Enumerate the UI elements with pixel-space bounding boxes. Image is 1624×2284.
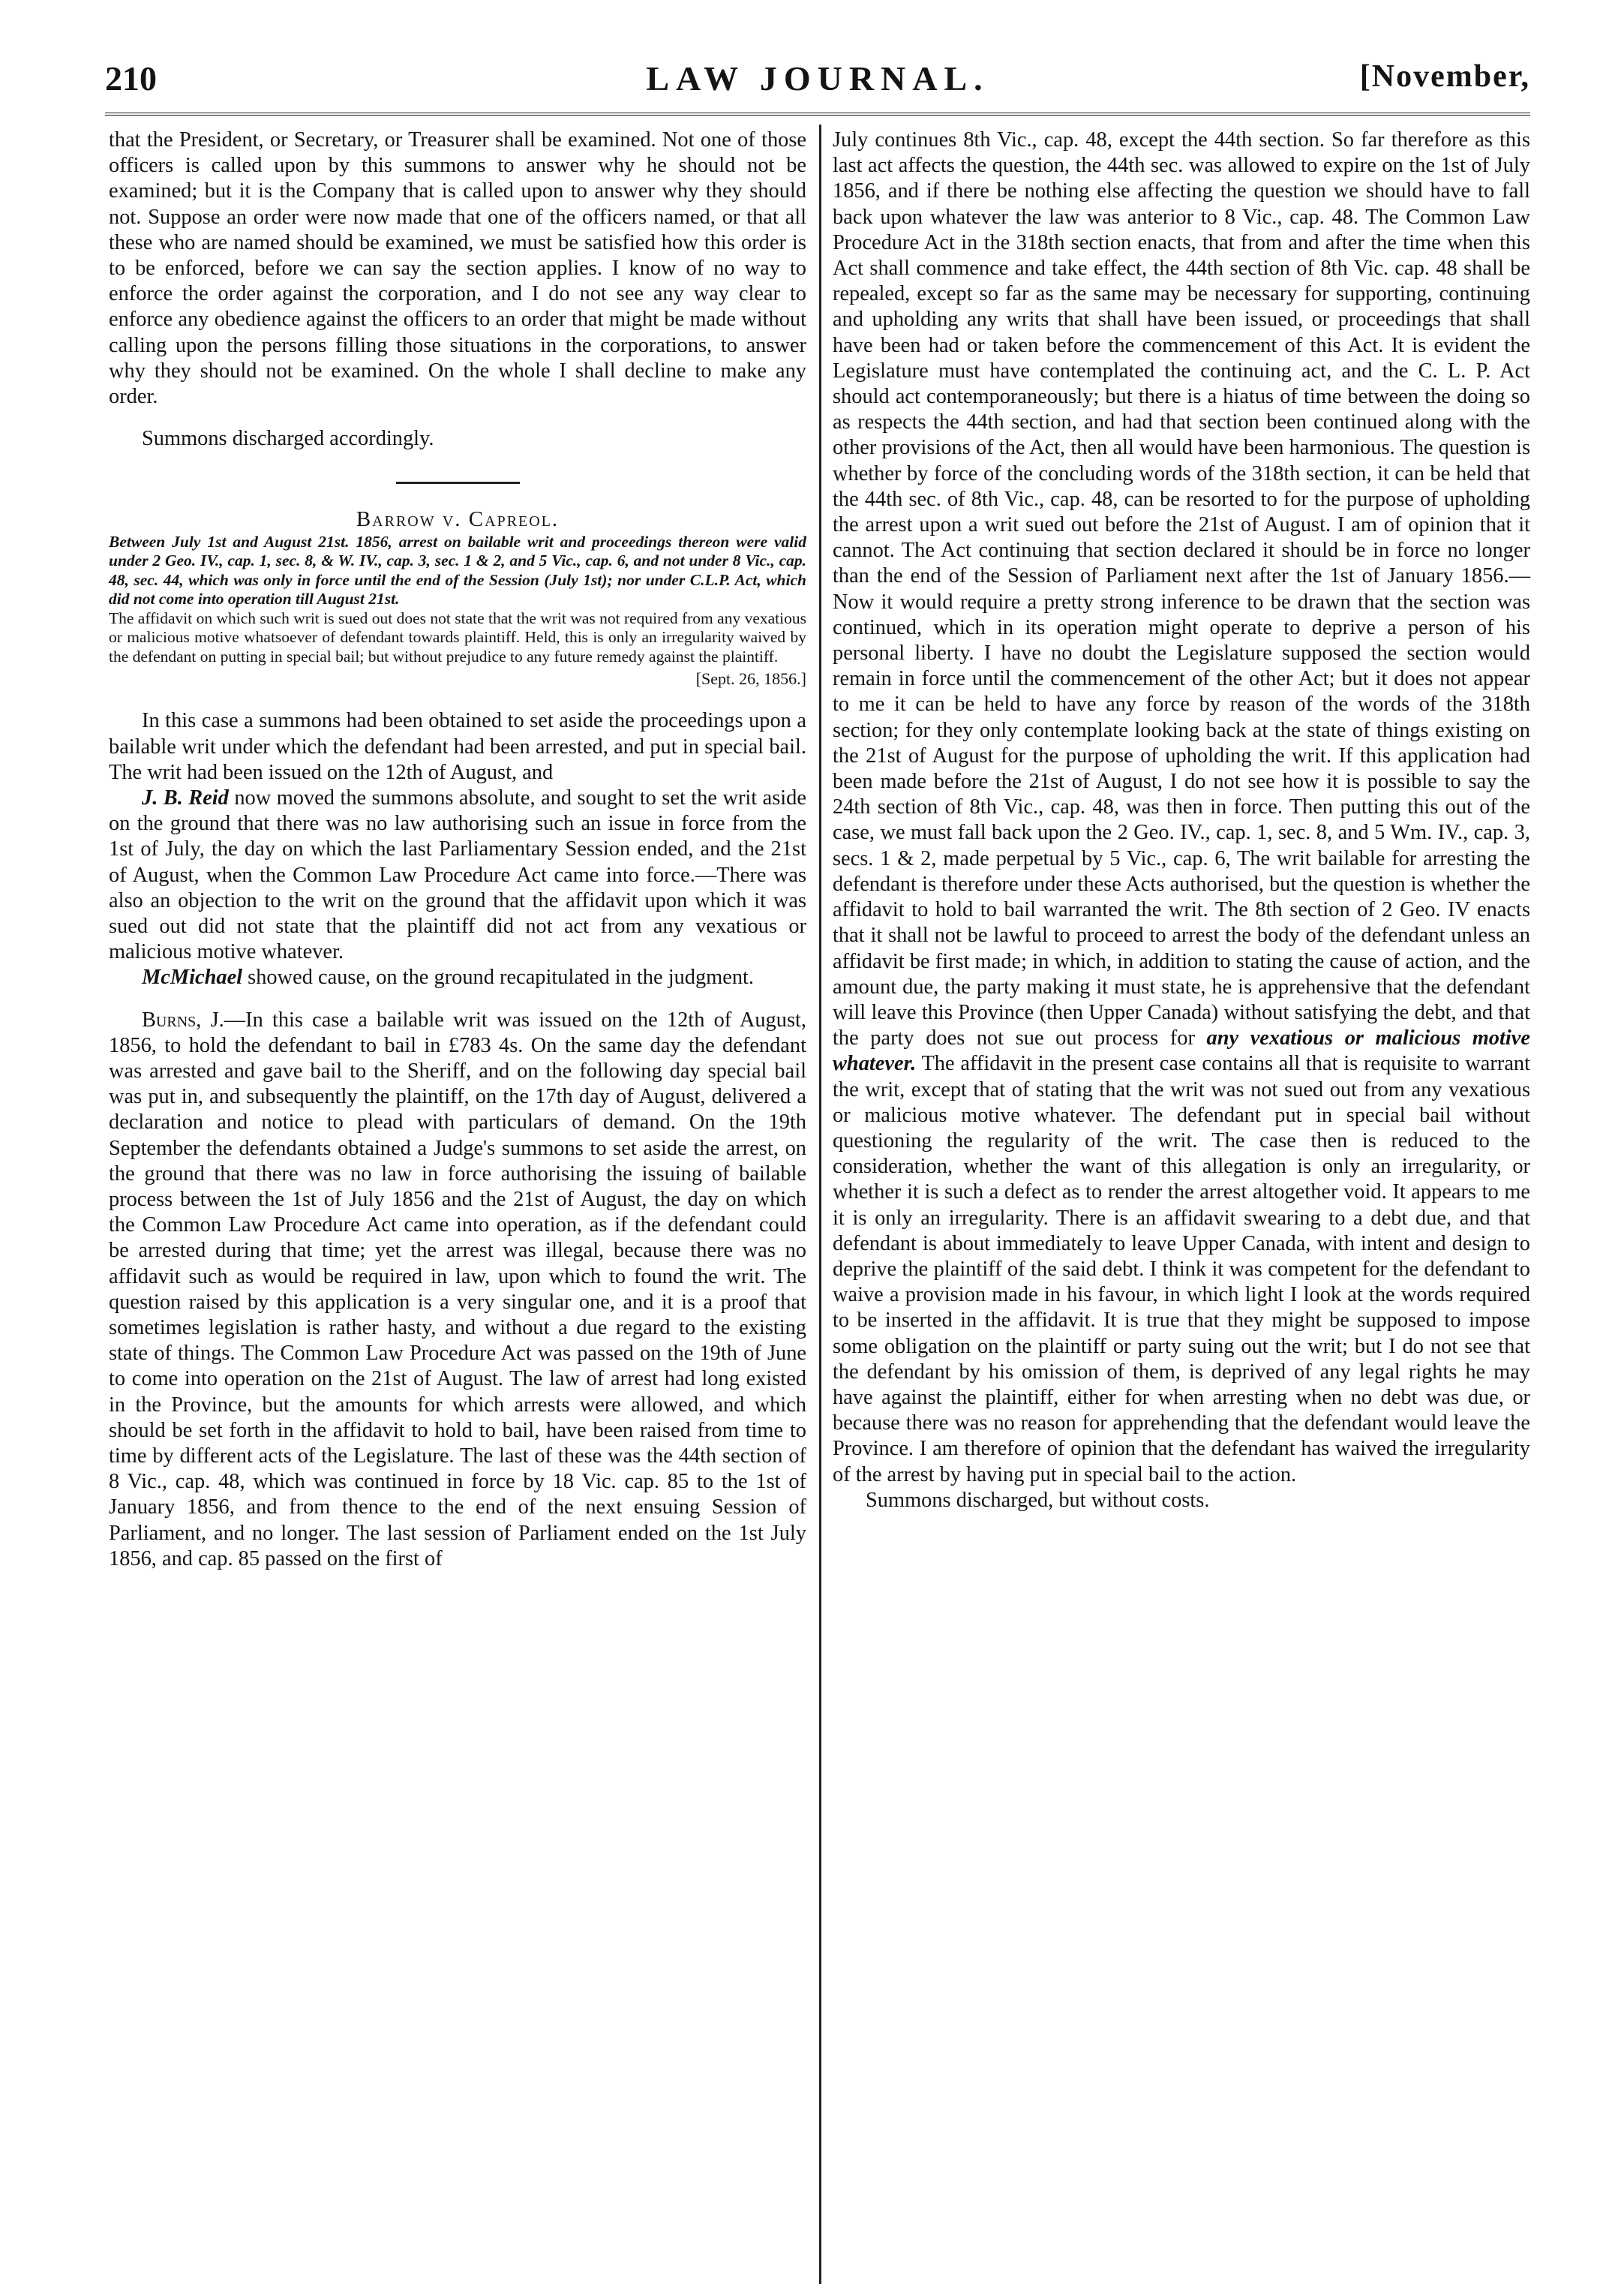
headnote: Between July 1st and August 21st. 1856, arrest on bailable writ and proceedings thereon were valid under 2 Geo. IV., cap. 1, sec. 8, & W. IV., cap. 3, sec. 1 & 2, and 5 Vic., cap. 6, and not under 8 Vic., cap. 48, sec. 44, which was only in force until the end of the Session (July 1st); nor under C.L.P. Act, which did not come into operation till August 21st. [109, 532, 806, 609]
right-column [833, 128, 1530, 1513]
judge-name: Burns, J. [142, 1008, 224, 1032]
paragraph [109, 786, 806, 965]
paragraph: In this case a summons had been obtained to set aside the proceedings upon a bailable writ under which the defendant had been arrested, and put in special bail. The writ had been issued on the 12th of August, and [109, 709, 806, 784]
paragraph [833, 128, 1530, 1488]
journal-title: LAW JOURNAL. [646, 59, 989, 98]
column-divider [819, 125, 821, 2284]
paragraph-text: —In this case a bailable writ was issued on the 12th of August, 1856, to hold the defendant to bail in £783 4s. On the same day the defendant was arrested and gave bail to the Sheriff, and on the following day special bail was put in, and subsequently the plaintiff, on the 17th day of August, delivered a declaration and notice to plead with particulars of demand. On the 19th September the defendants obtained a Judge's summons to set aside the arrest, on the ground that there was no law in force authorising the issuing of bailable process between the 1st of July 1856 and the 21st of August, the day on which the Common Law Procedure Act came into operation, as if the defendant could be arrested during that time; yet the arrest was illegal, because there was no affidavit such as would be required in law, upon which to found the writ. The question raised by this application is a very singular one, and it is a proof that sometimes legislation is rather hasty, and without a due regard to the existing state of things. The Common Law Procedure Act was passed on the 19th of June to come into operation on the 21st of August. The law of arrest had long existed in the Province, but the amounts for which arrests were allowed, and which should be set forth in the affidavit to hold to bail, have been raised from time to time by different acts of the Legislature. The last of these was the 44th section of 8 Vic., cap. 48, which was continued in force by 18 Vic. cap. 85 to the 1st of January 1856, and from thence to the end of the next ensuing Session of Parliament, and no longer. The last session of Parliament ended on the 1st July 1856, and cap. 85 passed on the first of [109, 1008, 806, 1570]
case-date: [Sept. 26, 1856.] [695, 669, 806, 689]
header-rule [105, 113, 1530, 116]
emphasis: any vexatious or malicious motive whatever. [833, 1026, 1530, 1076]
counsel-name: McMichael [142, 966, 243, 990]
page-header [105, 59, 1530, 111]
paragraph: Summons discharged, but without costs. [866, 1488, 1210, 1512]
page-number: 210 [105, 59, 157, 98]
counsel-name: J. B. Reid [142, 786, 229, 810]
headnote: The affidavit on which such writ is sued out does not state that the writ was not required from any vexatious or malicious motive whatsoever of defendant towards plaintiff. Held, this is only an irregularity waived by the defendant on putting in special bail; but without prejudice to any future remedy against the plaintiff. [109, 609, 806, 666]
paragraph-text: The affidavit in the present case contains all that is requisite to warrant the writ, except that of stating that the writ was not sued out from any vexatious or malicious motive whatever. The defendant put in special bail without questioning the regularity of the writ. The case then is reduced to the consideration, whether the want of this allegation is only an irregularity, or whether it is such a defect as to render the arrest altogether void. It appears to me it is only an irregularity. There is an affidavit swearing to a debt due, and that defendant is about immediately to leave Upper Canada, with intent and design to deprive the plaintiff of the said debt. I think it was competent for the defendant to waive a provision made in his favour, in which light I look at the words required to be inserted in the affidavit. It is true that they might be supposed to impose some obligation on the plaintiff or party suing out the writ; but I do not see that the defendant by his omission of them, is deprived of any legal rights he may have against the plaintiff, either for when arresting when no debt was due, or because there was no reason for apprehending that the defendant would leave the Province. I am therefore of opinion that the defendant has waived the irregularity of the arrest by having put in special bail to the action. [833, 1052, 1530, 1486]
section-divider [396, 482, 520, 484]
paragraph-text: showed cause, on the ground recapitulated in the judgment. [242, 966, 755, 990]
paragraph-text: now moved the summons absolute, and sought to set the writ aside on the ground that there was no law authorising such an issue in force from the 1st of July, the day on which the last Parliamentary Session ended, and the 21st of August, when the Common Law Procedure Act came into force.—There was also an objection to the writ on the ground that the affidavit upon which it was sued out did not state that the plaintiff did not act from any vexatious or malicious motive whatever. [109, 786, 806, 964]
paragraph [109, 965, 806, 990]
case-title: Barrow v. Capreol. [356, 507, 560, 532]
paragraph [109, 1008, 806, 1572]
header-month: [November, [1359, 59, 1530, 94]
left-column [109, 128, 806, 1572]
paragraph: that the President, or Secretary, or Treasurer shall be examined. Not one of those officers is called upon by this summons to answer why he should not be examined; but it is the Company that is called upon to answer why they should not. Suppose an order were now made that one of the officers named, or that all these who are named should be examined, we must be satisfied how this order is to be enforced, before we can say the section applies. I know of no way to enforce the order against the corporation, and I do not see any way clear to enforce any obedience against the officers to an order that might be made without calling upon the persons filling those situations in the corporations, to answer why they should not be examined. On the whole I shall decline to make any order. [109, 128, 806, 409]
paragraph: Summons discharged accordingly. [142, 427, 434, 451]
paragraph-text: July continues 8th Vic., cap. 48, except the 44th section. So far therefore as this last act affects the question, the 44th sec. was allowed to expire on the 1st of July 1856, and if there be nothing else affecting the question we should have to fall back upon whatever the law was anterior to 8 Vic., cap. 48. The Common Law Procedure Act in the 318th section enacts, that from and after the time when this Act shall commence and take effect, the 44th section of 8th Vic. cap. 48 shall be repealed, except so far as the same may be necessary for supporting, continuing and upholding any writs that shall have been issued, or proceedings that shall have been had or taken before the commencement of this Act. It is evident the Legislature must have contemplated the continuing act, and the C. L. P. Act should act contemporaneously; but there is a hiatus of time between the doing so as respects the 44th section, and had that section been continued along with the other provisions of the Act, then all would have been harmonious. The question is whether by force of the concluding words of the 318th section, it can be held that the 44th sec. of 8th Vic., cap. 48, can be resorted to for the purpose of upholding the arrest upon a writ sued out before the 21st of August. I am of opinion that it cannot. The Act continuing that section declared it should be in force no longer than the end of the Session of Parliament next after the 1st of January 1856.—Now it would require a pretty strong inference to be drawn that the section was continued, which in its operation might operate to deprive a person of his personal liberty. I have no doubt the Legislature supposed the section would remain in force until the commencement of the other Act; but it does not appear to me it can be held to have any force by reason of the words of the 318th section; for they only contemplate looking back at the state of things existing on the 21st of August for the purpose of upholding the writ. If this application had been made before the 21st of August, I do not see how it is possible to say the 24th section of 8th Vic., cap. 48, was then in force. Then putting this out of the case, we must fall back upon the 2 Geo. IV., cap. 1, sec. 8, and 5 Wm. IV., cap. 3, secs. 1 & 2, made perpetual by 5 Vic., cap. 6, The writ bailable for arresting the defendant is therefore under these Acts authorised, but the question is whether the affidavit to hold to bail warranted the writ. The 8th section of 2 Geo. IV enacts that it shall not be lawful to proceed to arrest the body of the defendant unless an affidavit be first made; in which, in addition to stating the cause of action, and the amount due, the party making it must state, he is apprehensive that the defendant will leave this Province (then Upper Canada) without satisfying the debt, and that the party does not sue out process for [833, 128, 1530, 1050]
